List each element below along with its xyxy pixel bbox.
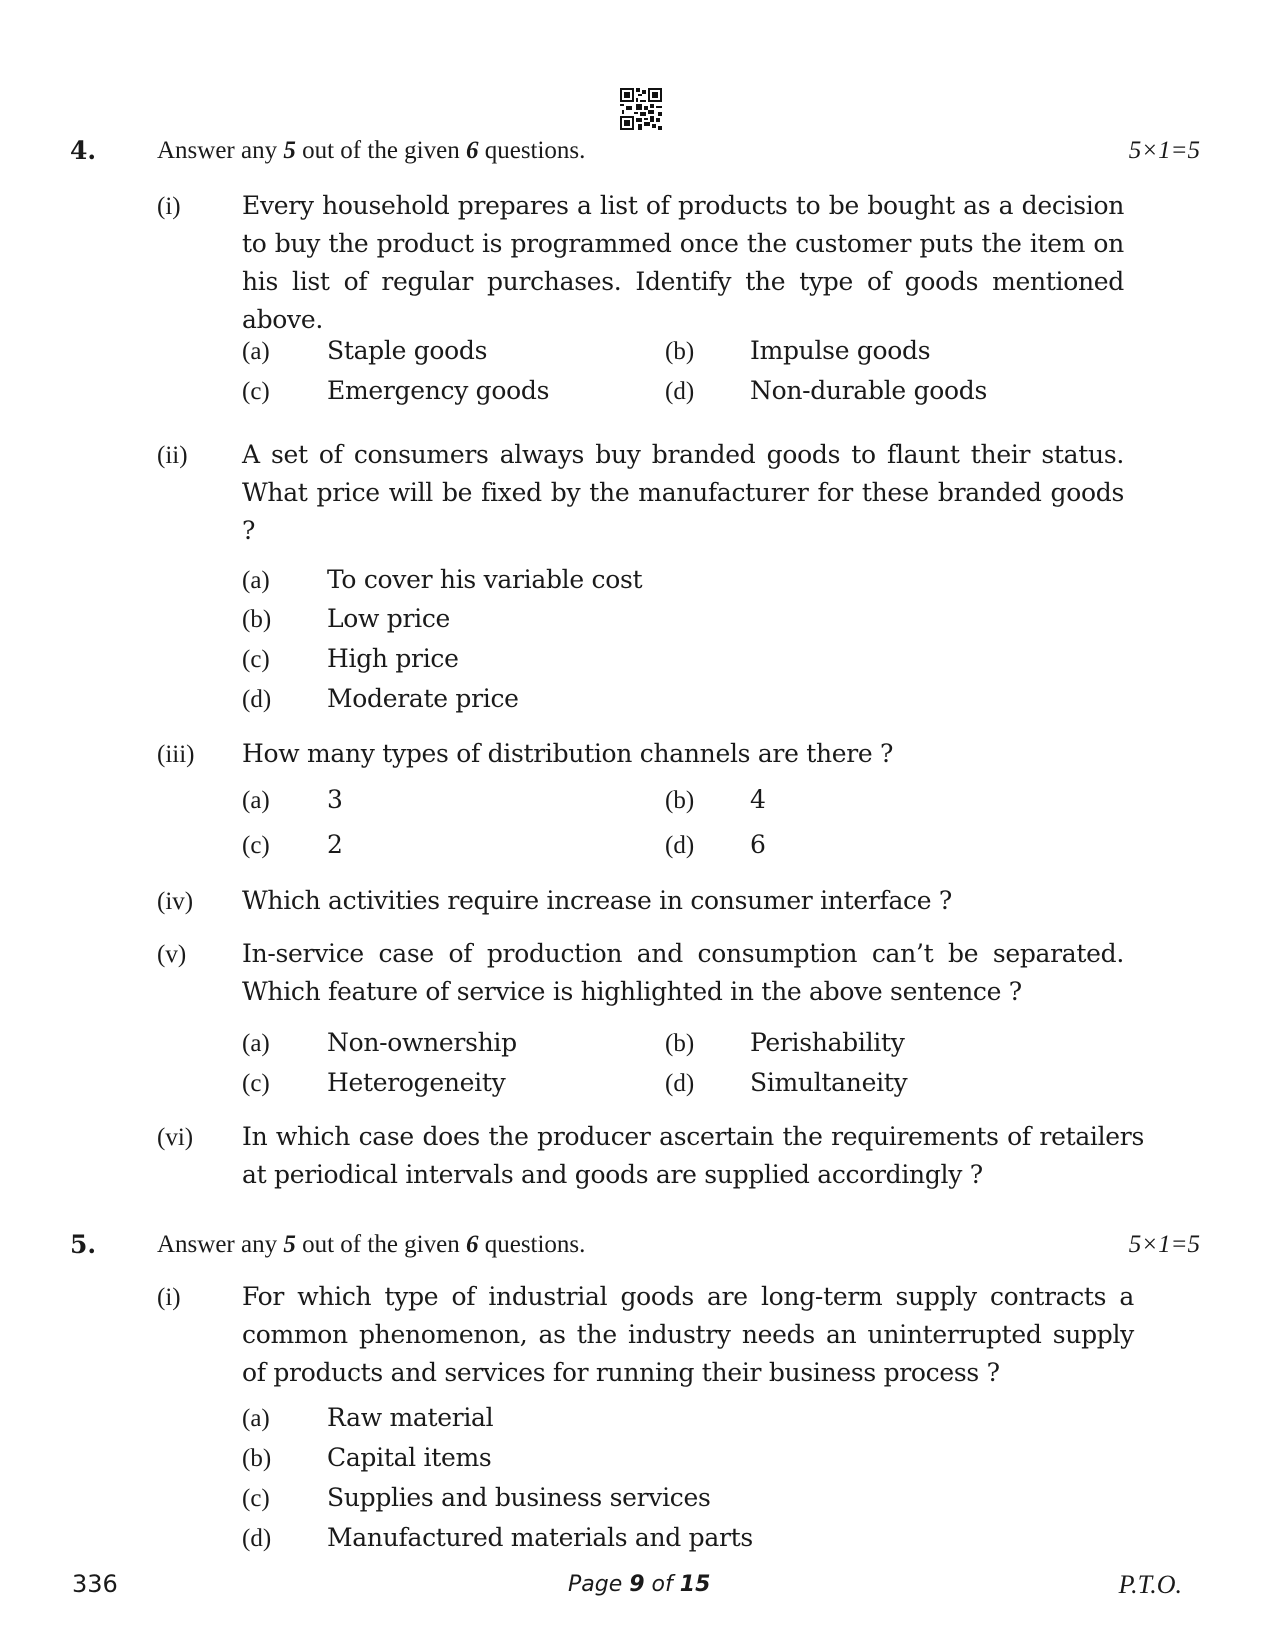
question-marks: 5×1=5	[1128, 137, 1200, 164]
option-text: Raw material	[327, 1403, 494, 1432]
pto-label: P.T.O.	[1118, 1570, 1182, 1599]
option-label: (c)	[242, 1485, 270, 1512]
option-text: Capital items	[327, 1443, 492, 1472]
option-text: Supplies and business services	[327, 1483, 711, 1512]
option-label: (d)	[665, 378, 695, 405]
option-label: (c)	[242, 378, 270, 405]
option-label: (c)	[242, 832, 270, 859]
sub-question-text: In-service case of production and consumption can’t be separated. Which feature of service is highlighted in the above sentence ?	[242, 939, 1124, 1006]
option-text: Perishability	[750, 1028, 905, 1057]
option-label: (b)	[665, 338, 695, 365]
sub-question-text: Every household prepares a list of products to be bought as a decision to buy the product is programmed once the customer puts the item on his list of regular purchases. Identify the type of goods mentioned above.	[242, 191, 1124, 334]
qr-code-icon	[620, 88, 662, 130]
page-number: Page 9 of 15	[568, 1572, 711, 1597]
option-label: (a)	[242, 1405, 270, 1432]
option-text: 3	[327, 785, 343, 814]
option-text: To cover his variable cost	[327, 565, 643, 594]
sub-question-number: (ii)	[157, 442, 188, 469]
option-label: (d)	[242, 1525, 272, 1552]
option-label: (b)	[242, 1445, 272, 1472]
sub-question-number: (iv)	[157, 888, 194, 915]
sub-question-text: How many types of distribution channels are there ?	[242, 739, 894, 768]
sub-question-number: (iii)	[157, 741, 195, 768]
option-text: Manufactured materials and parts	[327, 1523, 753, 1552]
question-marks: 5×1=5	[1128, 1231, 1200, 1258]
question-instruction: Answer any 5 out of the given 6 questions.	[157, 1231, 586, 1258]
sub-question-number: (i)	[157, 1284, 181, 1311]
sub-question-number: (i)	[157, 193, 181, 220]
question-number: 5.	[70, 1230, 97, 1259]
option-text: Heterogeneity	[327, 1068, 506, 1097]
option-text: Impulse goods	[750, 336, 931, 365]
option-label: (a)	[242, 1030, 270, 1057]
option-text: Moderate price	[327, 684, 519, 713]
option-text: Non-durable goods	[750, 376, 988, 405]
option-label: (d)	[665, 832, 695, 859]
sub-question-text: A set of consumers always buy branded goods to flaunt their status. What price will be fixed by the manufacturer for these branded goods ?	[242, 440, 1124, 545]
option-label: (a)	[242, 567, 270, 594]
sub-question-text: Which activities require increase in consumer interface ?	[242, 886, 953, 915]
option-text: Staple goods	[327, 336, 488, 365]
question-instruction: Answer any 5 out of the given 6 questions.	[157, 137, 586, 164]
option-text: 2	[327, 830, 343, 859]
sub-question-number: (vi)	[157, 1124, 194, 1151]
sub-question-text: For which type of industrial goods are long-term supply contracts a common phenomenon, as the industry needs an uninterrupted supply of products and services for running their business process ?	[242, 1282, 1134, 1387]
option-text: Low price	[327, 604, 451, 633]
option-label: (c)	[242, 1070, 270, 1097]
option-text: High price	[327, 644, 459, 673]
option-text: 4	[750, 785, 766, 814]
option-label: (a)	[242, 338, 270, 365]
option-label: (d)	[242, 686, 272, 713]
sub-question-text: In which case does the producer ascertain the requirements of retailers at periodical intervals and goods are supplied accordingly ?	[242, 1122, 1144, 1189]
option-text: Simultaneity	[750, 1068, 908, 1097]
option-text: Emergency goods	[327, 376, 550, 405]
option-label: (d)	[665, 1070, 695, 1097]
question-number: 4.	[70, 136, 97, 165]
option-text: Non-ownership	[327, 1028, 517, 1057]
paper-code: 336	[72, 1570, 118, 1598]
option-text: 6	[750, 830, 766, 859]
option-label: (a)	[242, 787, 270, 814]
option-label: (b)	[665, 787, 695, 814]
option-label: (b)	[665, 1030, 695, 1057]
option-label: (b)	[242, 606, 272, 633]
option-label: (c)	[242, 646, 270, 673]
sub-question-number: (v)	[157, 941, 187, 968]
